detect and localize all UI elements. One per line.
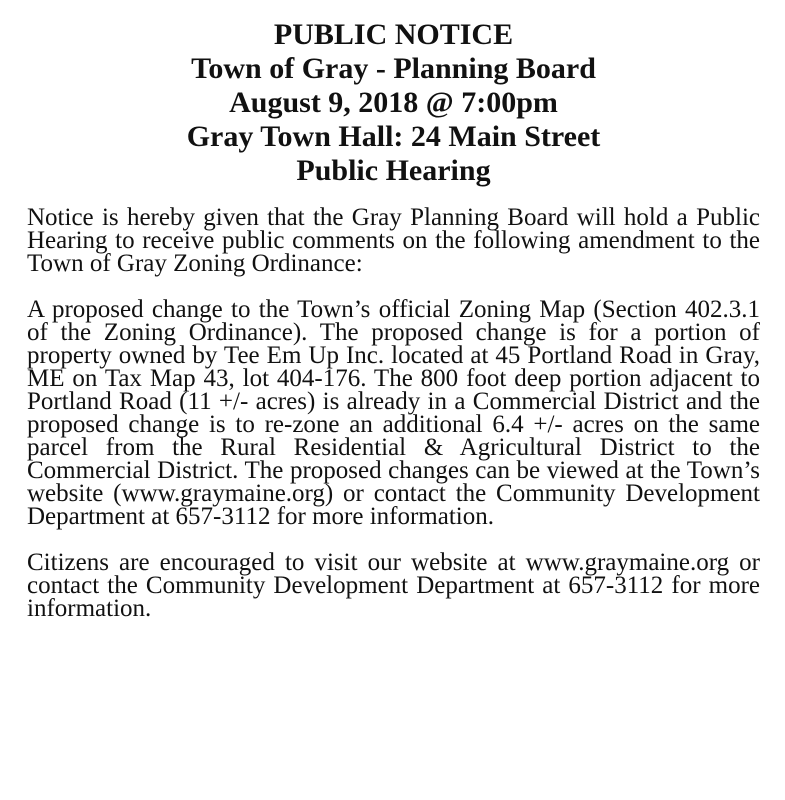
proposal-paragraph: A proposed change to the Town’s official Zoning Map (Section 402.3.1 of the Zoning Ordinance). The proposed change is for a portion of property owned by Tee Em Up Inc. located at 45 Portland Road in Gray, ME on Tax Map 43, lot 404-176. The 800 foot deep portion adjacent to Portland Road (11 +/- acres) is already in a Commercial District and the proposed change is to re-zone an additional 6.4 +/- acres on the same parcel from the Rural Residential & Agricultural District to the Commercial District. The proposed changes can be viewed at the Town’s website (www.graymaine.org) or contact the Community Development Department at 657-3112 for more information. [27,296,760,530]
notice-title: PUBLIC NOTICE [273,18,514,51]
meeting-date: August 9, 2018 @ 7:00pm [229,86,558,119]
meeting-location: Gray Town Hall: 24 Main Street [186,120,601,153]
board-name: Town of Gray - Planning Board [191,52,596,85]
meeting-type: Public Hearing [296,154,491,187]
intro-paragraph: Notice is hereby given that the Gray Planning Board will hold a Public Hearing to receive public comments on the following amendment to the Town of Gray Zoning Ordinance: [27,204,760,277]
notice-heading [27,18,760,188]
closing-paragraph: Citizens are encouraged to visit our website at www.graymaine.org or contact the Community Development Department at 657-3112 for more information. [27,549,760,622]
